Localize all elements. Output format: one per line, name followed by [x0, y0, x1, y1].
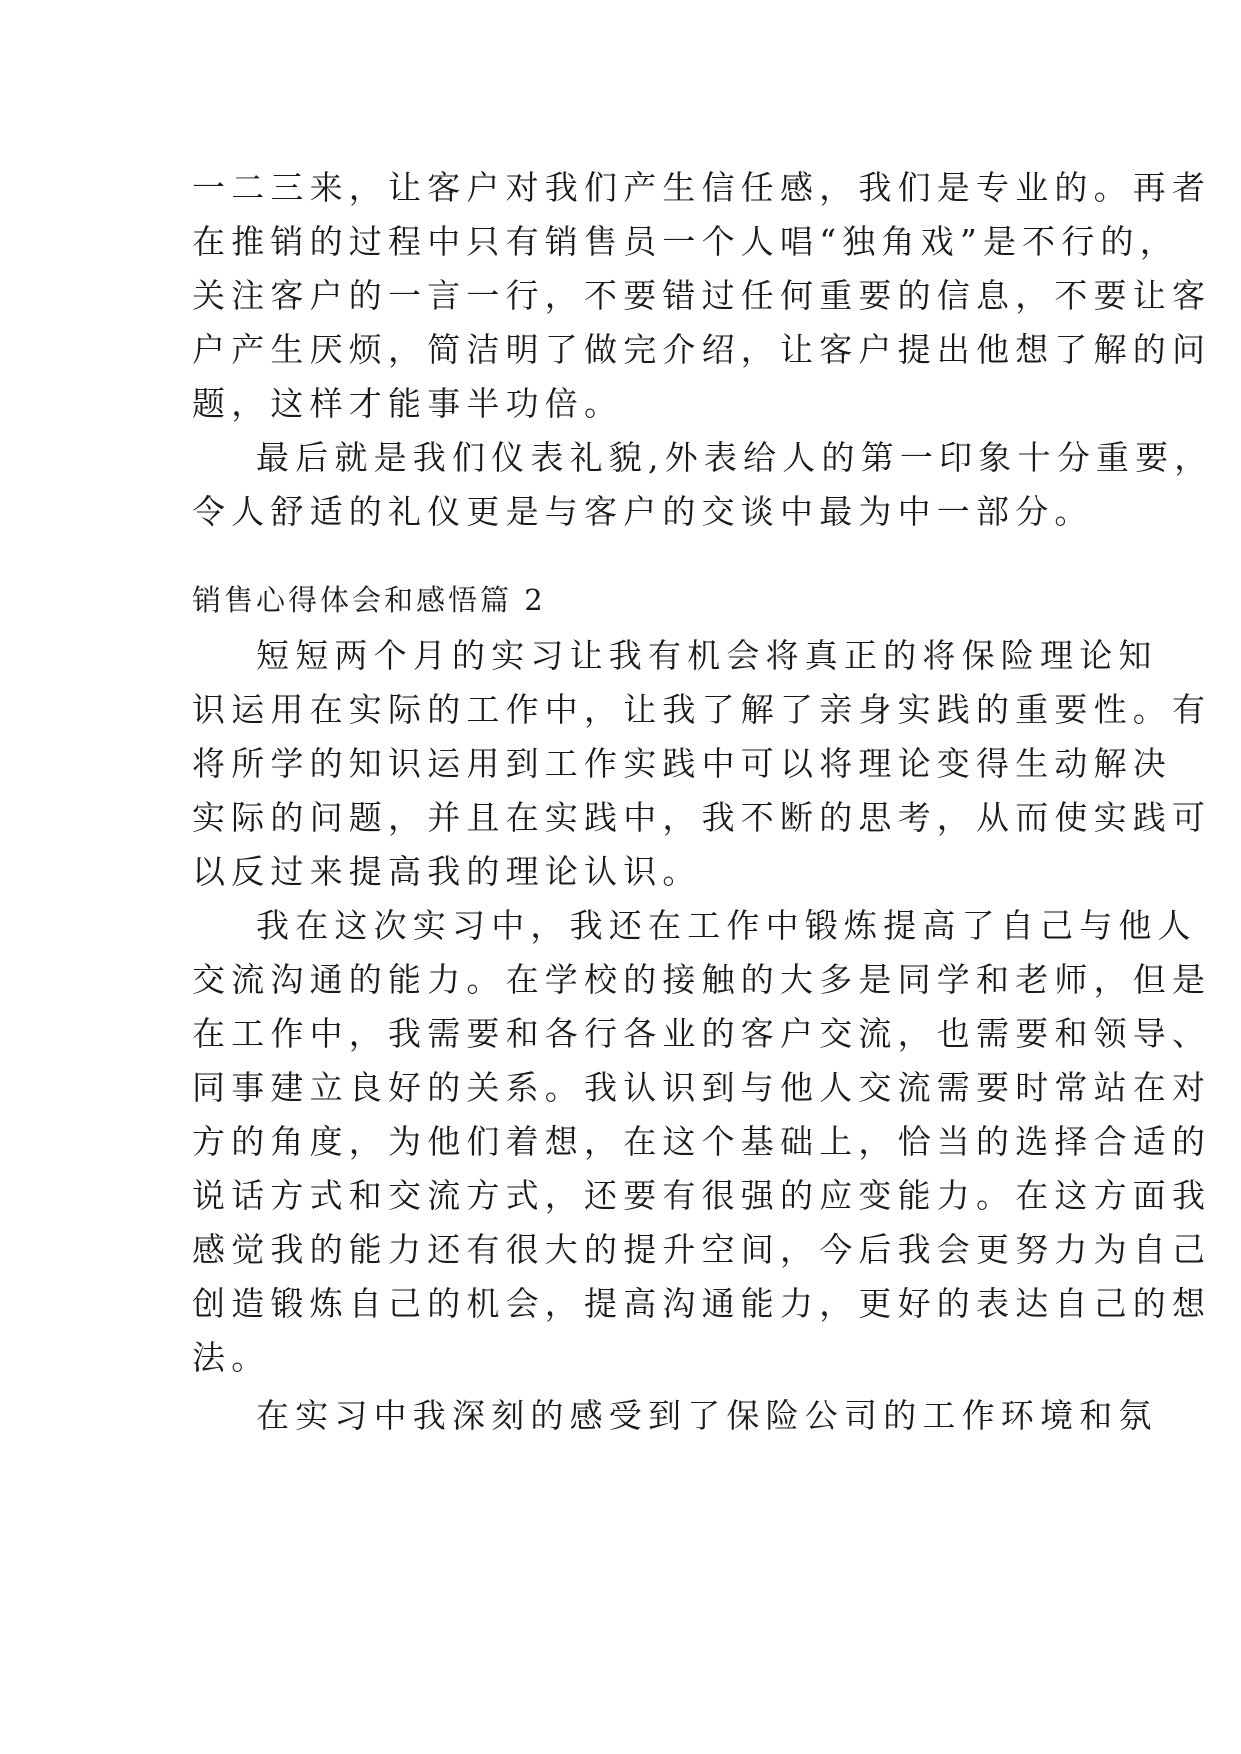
paragraph-line: 创造锻炼自己的机会，提高沟通能力，更好的表达自己的想	[192, 1284, 1212, 1323]
paragraph-line: 关注客户的一言一行，不要错过任何重要的信息，不要让客	[192, 276, 1212, 315]
paragraph-line: 户产生厌烦，简洁明了做完介绍，让客户提出他想了解的问	[192, 330, 1212, 369]
paragraph-line: 我在这次实习中，我还在工作中锻炼提高了自己与他人	[256, 906, 1197, 945]
paragraph-line: 将所学的知识运用到工作实践中可以将理论变得生动解决	[192, 744, 1172, 783]
paragraph-line: 同事建立良好的关系。我认识到与他人交流需要时常站在对	[192, 1068, 1212, 1107]
paragraph-line: 令人舒适的礼仪更是与客户的交谈中最为中一部分。	[192, 492, 1094, 531]
paragraph-line: 最后就是我们仪表礼貌,外表给人的第一印象十分重要，	[256, 438, 1214, 477]
paragraph-line: 一二三来，让客户对我们产生信任感，我们是专业的。再者	[192, 168, 1212, 207]
section-heading: 销售心得体会和感悟篇 2	[192, 583, 546, 617]
paragraph-line: 在实习中我深刻的感受到了保险公司的工作环境和氛	[256, 1396, 1158, 1435]
paragraph-line: 感觉我的能力还有很大的提升空间，今后我会更努力为自己	[192, 1230, 1212, 1269]
paragraph-line: 法。	[192, 1338, 271, 1377]
paragraph-line: 在工作中，我需要和各行各业的客户交流，也需要和领导、	[192, 1014, 1212, 1053]
paragraph-line: 以反过来提高我的理论认识。	[192, 852, 702, 891]
paragraph-line: 实际的问题，并且在实践中，我不断的思考，从而使实践可	[192, 798, 1212, 837]
paragraph-line: 识运用在实际的工作中，让我了解了亲身实践的重要性。有	[192, 690, 1212, 729]
paragraph-line: 说话方式和交流方式，还要有很强的应变能力。在这方面我	[192, 1176, 1212, 1215]
paragraph-line: 短短两个月的实习让我有机会将真正的将保险理论知	[256, 636, 1158, 675]
paragraph-line: 交流沟通的能力。在学校的接触的大多是同学和老师，但是	[192, 960, 1212, 999]
paragraph-line: 方的角度，为他们着想，在这个基础上，恰当的选择合适的	[192, 1122, 1212, 1161]
paragraph-line: 在推销的过程中只有销售员一个人唱“独角戏”是不行的，	[192, 222, 1179, 261]
paragraph-line: 题，这样才能事半功倍。	[192, 384, 624, 423]
